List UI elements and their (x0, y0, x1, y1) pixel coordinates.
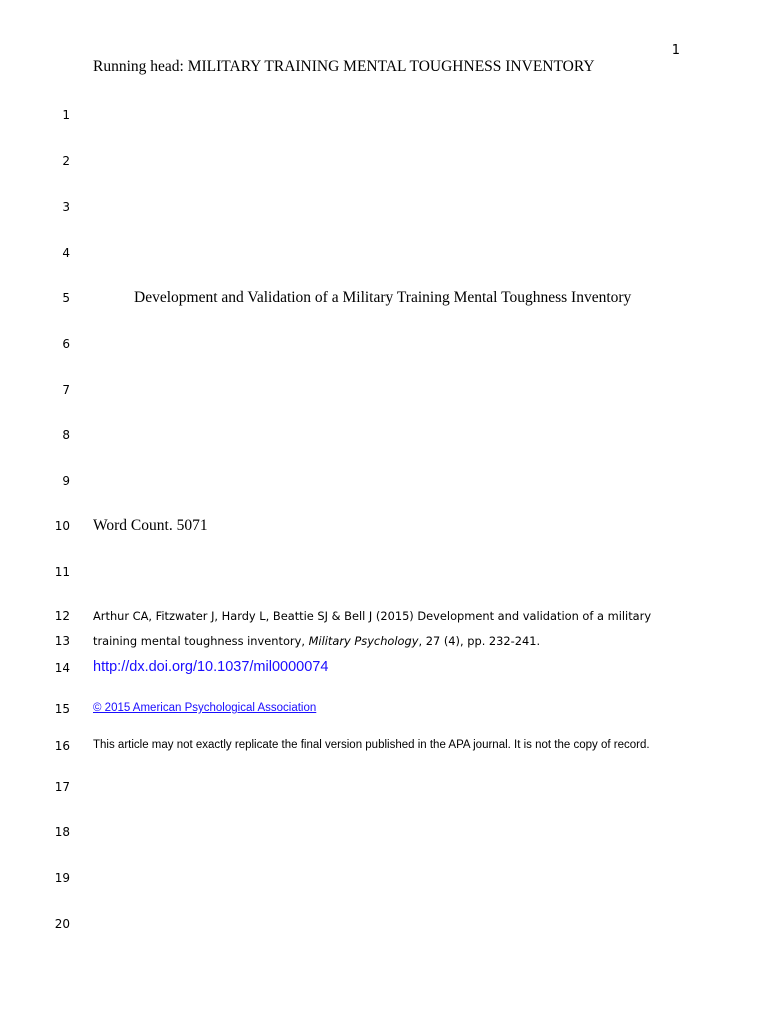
line-number: 12 (54, 609, 70, 623)
line-number: 2 (62, 154, 70, 168)
citation-journal: Military Psychology (308, 634, 419, 648)
line-number: 16 (54, 739, 70, 753)
line-number: 14 (54, 661, 70, 675)
document-title: Development and Validation of a Military Training Mental Toughness Inventory (134, 289, 632, 306)
line-number: 7 (62, 383, 70, 397)
line-number: 9 (62, 474, 70, 488)
line-number: 5 (62, 291, 70, 305)
page-number: 1 (671, 43, 680, 58)
citation-line-2 (93, 634, 540, 648)
line-number: 11 (54, 565, 70, 579)
line-number: 20 (54, 917, 70, 931)
doi-link[interactable]: http://dx.doi.org/10.1037/mil0000074 (93, 659, 329, 675)
line-number: 1 (62, 108, 70, 122)
line-number: 17 (54, 780, 70, 794)
line-number: 6 (62, 337, 70, 351)
word-count: Word Count. 5071 (93, 517, 208, 534)
line-number: 13 (54, 634, 70, 648)
line-number: 10 (54, 519, 70, 533)
disclaimer-text: This article may not exactly replicate the final version published in the APA journal. It is not the copy of record. (93, 739, 650, 751)
citation-suffix: , 27 (4), pp. 232-241. (418, 634, 541, 648)
line-number: 15 (54, 702, 70, 716)
line-number: 19 (54, 871, 70, 885)
running-head: Running head: MILITARY TRAINING MENTAL TOUGHNESS INVENTORY (93, 58, 595, 75)
line-number: 3 (62, 200, 70, 214)
line-number: 8 (62, 428, 70, 442)
line-number: 18 (54, 825, 70, 839)
citation-line-1: Arthur CA, Fitzwater J, Hardy L, Beattie SJ & Bell J (2015) Development and validation of a military (93, 609, 652, 623)
line-number: 4 (62, 246, 70, 260)
copyright-link[interactable]: © 2015 American Psychological Association (93, 702, 317, 714)
citation-prefix: training mental toughness inventory, (93, 634, 309, 648)
